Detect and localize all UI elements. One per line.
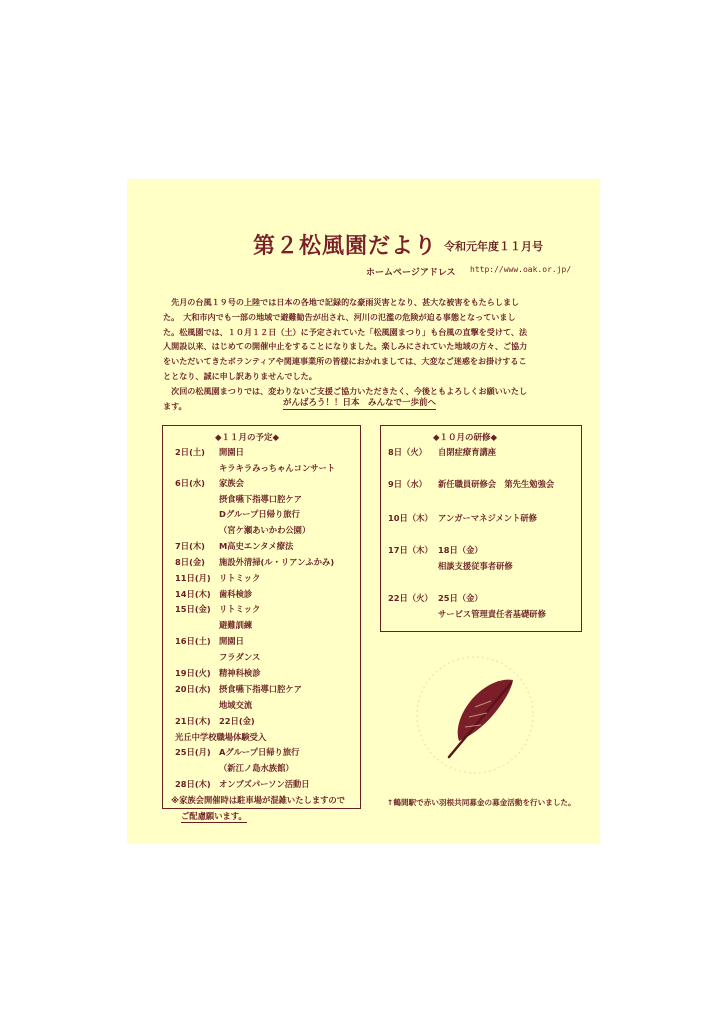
list-item: （新江ノ島水族館） <box>219 763 294 773</box>
list-item: 16日(土) 開園日 <box>175 636 244 646</box>
homepage-url[interactable]: http://www.oak.or.jp/ <box>470 265 572 274</box>
intro-line: ます。 <box>163 400 187 411</box>
list-item: 21日(木) 22日(金) <box>175 716 255 726</box>
photo-caption: ↑鶴間駅で赤い羽根共同募金の募金活動を行いました。 <box>387 798 576 807</box>
list-item: 7日(木) M高史エンタメ療法 <box>175 541 294 551</box>
parking-note: ※家族会開催時は駐車場が混雑いたしますので <box>171 795 346 805</box>
intro-line: 先月の台風１９号の上陸では日本の各地で記録的な豪雨災害となり、甚大な被害をもたらしまし <box>163 297 520 307</box>
red-feather-icon <box>413 655 538 775</box>
list-item: キラキラみっちゃんコンサート <box>219 463 336 473</box>
list-item: 22日（火） 25日（金） <box>388 593 483 603</box>
list-item: （宮ケ瀬あいかわ公園） <box>219 525 311 535</box>
november-schedule-title: ◆１１月の予定◆ <box>215 433 280 443</box>
list-item: 6日(水) 家族会 <box>175 478 244 488</box>
list-item: サービス管理責任者基礎研修 <box>438 609 546 619</box>
newsletter-title: 第２松風園だより <box>253 234 438 259</box>
slogan: がんばろう！！日本 みんなで一歩前へ <box>283 398 437 408</box>
homepage-label: ホームページアドレス <box>366 268 456 278</box>
intro-line: ととなり、誠に申し訳ありませんでした。 <box>163 370 317 381</box>
parking-note-line2: ご配慮願います。 <box>181 811 247 821</box>
list-item: 20日(水) 摂食嚥下指導口腔ケア <box>175 684 302 694</box>
list-item: 地域交流 <box>219 700 253 710</box>
list-item: 28日(木) オンブズパーソン活動日 <box>175 779 310 789</box>
list-item: 14日(木) 歯科検診 <box>175 589 253 599</box>
list-item: 8日(金) 施設外清掃(ル・リアンふかみ) <box>175 557 335 567</box>
intro-line: 人開設以来、はじめての開催中止をすることになりました。楽しみにされていた地域の方々、ご協力 <box>163 341 528 352</box>
list-item: 2日(土) 開園日 <box>175 447 244 457</box>
list-item: 8日（火） 自閉症療育講座 <box>388 447 497 457</box>
intro-line: た。 大和市内でも一部の地域で避難勧告が出され、河川の氾濫の危険が迫る事態となっていまし <box>163 311 516 322</box>
list-item: 光丘中学校職場体験受入 <box>175 732 267 742</box>
list-item: フラダンス <box>219 652 261 662</box>
list-item: 11日(月) リトミック <box>175 573 261 583</box>
list-item: 相談支援従事者研修 <box>438 561 513 571</box>
list-item: 10日（木） アンガーマネジメント研修 <box>388 513 537 523</box>
intro-line: 次回の松風園まつりでは、変わりないご支援ご協力いただきたく、今後ともよろしくお願いいたし <box>163 385 528 396</box>
list-item: 17日（木） 18日（金） <box>388 545 483 555</box>
list-item: 25日(月) Aグループ日帰り旅行 <box>175 747 300 757</box>
list-item: Dグループ日帰り旅行 <box>219 509 300 519</box>
list-item: 摂食嚥下指導口腔ケア <box>219 494 302 504</box>
issue-label: 令和元年度１１月号 <box>444 240 543 253</box>
october-training-title: ◆１０月の研修◆ <box>433 433 498 443</box>
list-item: 19日(火) 精神科検診 <box>175 668 261 678</box>
list-item: 9日（水） 新任職員研修会 第先生勉強会 <box>388 479 555 489</box>
list-item: 避難訓練 <box>219 620 253 630</box>
intro-line: た。松風園では、１０月１２日（土）に予定されていた「松風園まつり」も台風の直撃を受けて、法 <box>163 326 528 337</box>
list-item: 15日(金) リトミック <box>175 604 261 614</box>
intro-line: をいただいてきたボランティアや関連事業所の皆様におかれましては、大変なご迷惑をお掛けするこ <box>163 356 527 367</box>
